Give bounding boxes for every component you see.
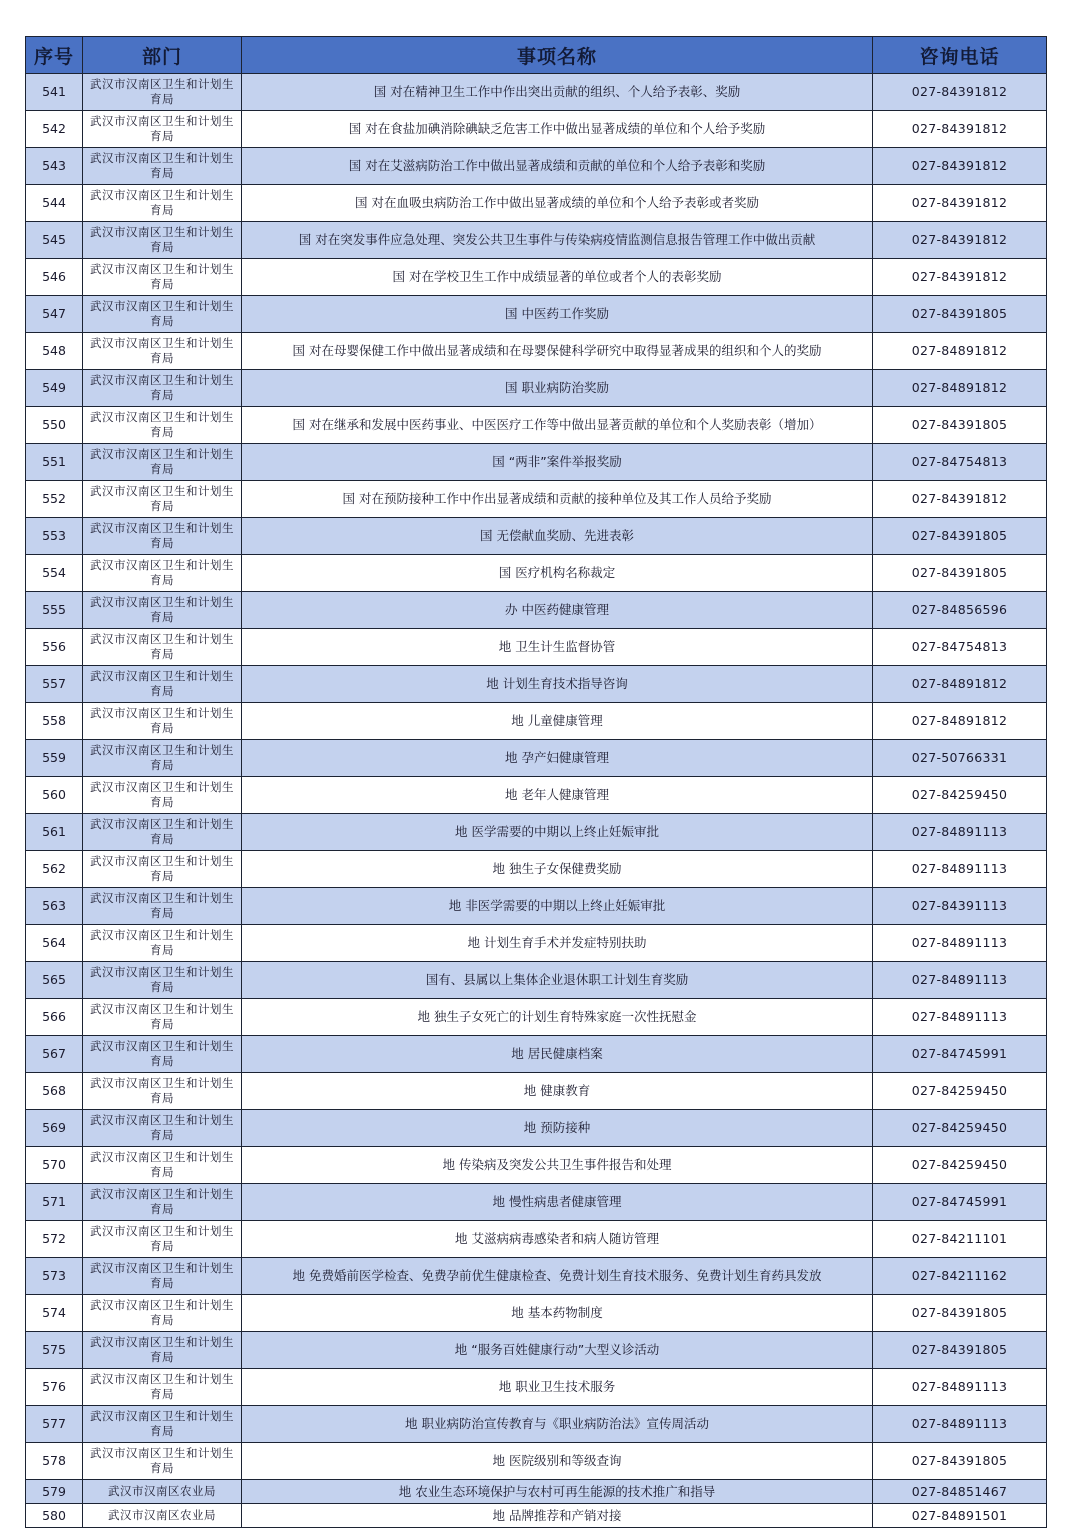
table-header xyxy=(26,37,1047,74)
row-serial-number: 555 xyxy=(26,592,83,629)
table-row xyxy=(26,370,1047,407)
row-serial-number: 572 xyxy=(26,1221,83,1258)
table-row xyxy=(26,814,1047,851)
row-serial-number: 560 xyxy=(26,777,83,814)
row-item-name: 地 “服务百姓健康行动”大型义诊活动 xyxy=(242,1332,873,1369)
row-item-name: 国 对在突发事件应急处理、突发公共卫生事件与传染病疫情监测信息报告管理工作中做出贡献 xyxy=(242,222,873,259)
row-phone: 027-84391812 xyxy=(873,222,1047,259)
header-item-name: 事项名称 xyxy=(242,37,873,74)
row-department: 武汉市汉南区卫生和计划生育局 xyxy=(83,1221,242,1258)
table-row xyxy=(26,1480,1047,1504)
header-phone: 咨询电话 xyxy=(873,37,1047,74)
table-row xyxy=(26,333,1047,370)
row-department: 武汉市汉南区卫生和计划生育局 xyxy=(83,740,242,777)
row-department: 武汉市汉南区卫生和计划生育局 xyxy=(83,185,242,222)
row-item-name: 地 卫生计生监督协管 xyxy=(242,629,873,666)
table-row xyxy=(26,629,1047,666)
row-department: 武汉市汉南区农业局 xyxy=(83,1480,242,1504)
row-serial-number: 580 xyxy=(26,1504,83,1528)
table-row xyxy=(26,1110,1047,1147)
row-phone: 027-84891113 xyxy=(873,851,1047,888)
row-phone: 027-84891113 xyxy=(873,1406,1047,1443)
row-item-name: 地 孕产妇健康管理 xyxy=(242,740,873,777)
table-row xyxy=(26,1406,1047,1443)
table-body xyxy=(26,74,1047,1528)
row-phone: 027-84391812 xyxy=(873,111,1047,148)
row-item-name: 国有、县属以上集体企业退休职工计划生育奖励 xyxy=(242,962,873,999)
row-serial-number: 563 xyxy=(26,888,83,925)
row-item-name: 地 品牌推荐和产销对接 xyxy=(242,1504,873,1528)
row-department: 武汉市汉南区卫生和计划生育局 xyxy=(83,814,242,851)
table-row xyxy=(26,185,1047,222)
row-serial-number: 558 xyxy=(26,703,83,740)
row-serial-number: 551 xyxy=(26,444,83,481)
row-serial-number: 547 xyxy=(26,296,83,333)
row-item-name: 地 职业卫生技术服务 xyxy=(242,1369,873,1406)
row-serial-number: 546 xyxy=(26,259,83,296)
row-department: 武汉市汉南区卫生和计划生育局 xyxy=(83,888,242,925)
row-item-name: 地 预防接种 xyxy=(242,1110,873,1147)
table-row xyxy=(26,1221,1047,1258)
row-phone: 027-84891812 xyxy=(873,703,1047,740)
row-department: 武汉市汉南区卫生和计划生育局 xyxy=(83,111,242,148)
row-department: 武汉市汉南区卫生和计划生育局 xyxy=(83,1036,242,1073)
table-row xyxy=(26,777,1047,814)
row-department: 武汉市汉南区卫生和计划生育局 xyxy=(83,1184,242,1221)
row-department: 武汉市汉南区卫生和计划生育局 xyxy=(83,962,242,999)
row-department: 武汉市汉南区卫生和计划生育局 xyxy=(83,74,242,111)
row-serial-number: 566 xyxy=(26,999,83,1036)
row-department: 武汉市汉南区卫生和计划生育局 xyxy=(83,296,242,333)
row-department: 武汉市汉南区卫生和计划生育局 xyxy=(83,518,242,555)
table-row xyxy=(26,1332,1047,1369)
row-serial-number: 565 xyxy=(26,962,83,999)
row-serial-number: 571 xyxy=(26,1184,83,1221)
row-department: 武汉市汉南区卫生和计划生育局 xyxy=(83,999,242,1036)
row-item-name: 国 对在学校卫生工作中成绩显著的单位或者个人的表彰奖励 xyxy=(242,259,873,296)
row-item-name: 国 医疗机构名称裁定 xyxy=(242,555,873,592)
row-serial-number: 557 xyxy=(26,666,83,703)
table-row xyxy=(26,1147,1047,1184)
row-department: 武汉市汉南区卫生和计划生育局 xyxy=(83,1443,242,1480)
row-department: 武汉市汉南区卫生和计划生育局 xyxy=(83,555,242,592)
row-department: 武汉市汉南区卫生和计划生育局 xyxy=(83,592,242,629)
table-row xyxy=(26,592,1047,629)
table-row xyxy=(26,259,1047,296)
row-item-name: 国 对在食盐加碘消除碘缺乏危害工作中做出显著成绩的单位和个人给予奖励 xyxy=(242,111,873,148)
table-row xyxy=(26,703,1047,740)
row-department: 武汉市汉南区卫生和计划生育局 xyxy=(83,1110,242,1147)
row-phone: 027-84745991 xyxy=(873,1184,1047,1221)
row-phone: 027-84391805 xyxy=(873,1332,1047,1369)
row-department: 武汉市汉南区卫生和计划生育局 xyxy=(83,148,242,185)
row-item-name: 国 职业病防治奖励 xyxy=(242,370,873,407)
row-phone: 027-84856596 xyxy=(873,592,1047,629)
row-item-name: 国 “两非”案件举报奖励 xyxy=(242,444,873,481)
row-serial-number: 545 xyxy=(26,222,83,259)
row-phone: 027-84259450 xyxy=(873,1073,1047,1110)
row-department: 武汉市汉南区卫生和计划生育局 xyxy=(83,629,242,666)
row-item-name: 地 计划生育手术并发症特别扶助 xyxy=(242,925,873,962)
row-department: 武汉市汉南区卫生和计划生育局 xyxy=(83,444,242,481)
row-department: 武汉市汉南区卫生和计划生育局 xyxy=(83,222,242,259)
row-item-name: 国 无偿献血奖励、先进表彰 xyxy=(242,518,873,555)
row-item-name: 地 居民健康档案 xyxy=(242,1036,873,1073)
row-phone: 027-84391113 xyxy=(873,888,1047,925)
table-row xyxy=(26,518,1047,555)
header-serial-number: 序号 xyxy=(26,37,83,74)
row-phone: 027-84891113 xyxy=(873,1369,1047,1406)
table-row xyxy=(26,1036,1047,1073)
row-serial-number: 552 xyxy=(26,481,83,518)
row-department: 武汉市汉南区卫生和计划生育局 xyxy=(83,481,242,518)
row-serial-number: 548 xyxy=(26,333,83,370)
table-row xyxy=(26,1504,1047,1528)
row-department: 武汉市汉南区卫生和计划生育局 xyxy=(83,1406,242,1443)
row-phone: 027-84211162 xyxy=(873,1258,1047,1295)
table-row xyxy=(26,111,1047,148)
row-phone: 027-84891113 xyxy=(873,999,1047,1036)
row-phone: 027-84891113 xyxy=(873,814,1047,851)
row-item-name: 地 艾滋病病毒感染者和病人随访管理 xyxy=(242,1221,873,1258)
table-row xyxy=(26,296,1047,333)
row-phone: 027-84851467 xyxy=(873,1480,1047,1504)
table-row xyxy=(26,74,1047,111)
row-phone: 027-84391812 xyxy=(873,259,1047,296)
row-serial-number: 544 xyxy=(26,185,83,222)
table-row xyxy=(26,962,1047,999)
row-serial-number: 570 xyxy=(26,1147,83,1184)
row-phone: 027-84891501 xyxy=(873,1504,1047,1528)
row-phone: 027-84391812 xyxy=(873,481,1047,518)
row-serial-number: 573 xyxy=(26,1258,83,1295)
table-row xyxy=(26,925,1047,962)
row-serial-number: 578 xyxy=(26,1443,83,1480)
table-row xyxy=(26,1369,1047,1406)
row-phone: 027-84754813 xyxy=(873,629,1047,666)
row-department: 武汉市汉南区卫生和计划生育局 xyxy=(83,777,242,814)
header-department: 部门 xyxy=(83,37,242,74)
row-phone: 027-84391805 xyxy=(873,555,1047,592)
row-item-name: 地 老年人健康管理 xyxy=(242,777,873,814)
row-item-name: 地 慢性病患者健康管理 xyxy=(242,1184,873,1221)
row-department: 武汉市汉南区卫生和计划生育局 xyxy=(83,1332,242,1369)
row-department: 武汉市汉南区卫生和计划生育局 xyxy=(83,259,242,296)
row-department: 武汉市汉南区卫生和计划生育局 xyxy=(83,703,242,740)
row-serial-number: 554 xyxy=(26,555,83,592)
row-phone: 027-84391805 xyxy=(873,407,1047,444)
row-phone: 027-84891812 xyxy=(873,666,1047,703)
row-serial-number: 559 xyxy=(26,740,83,777)
row-phone: 027-84259450 xyxy=(873,1147,1047,1184)
row-serial-number: 579 xyxy=(26,1480,83,1504)
row-phone: 027-84391812 xyxy=(873,185,1047,222)
table-row xyxy=(26,222,1047,259)
row-serial-number: 541 xyxy=(26,74,83,111)
row-phone: 027-84391812 xyxy=(873,148,1047,185)
row-department: 武汉市汉南区卫生和计划生育局 xyxy=(83,333,242,370)
table-row xyxy=(26,555,1047,592)
row-item-name: 国 对在预防接种工作中作出显著成绩和贡献的接种单位及其工作人员给予奖励 xyxy=(242,481,873,518)
table-row xyxy=(26,1258,1047,1295)
row-item-name: 国 对在血吸虫病防治工作中做出显著成绩的单位和个人给予表彰或者奖励 xyxy=(242,185,873,222)
row-phone: 027-84754813 xyxy=(873,444,1047,481)
row-item-name: 地 基本药物制度 xyxy=(242,1295,873,1332)
row-department: 武汉市汉南区卫生和计划生育局 xyxy=(83,851,242,888)
table-row xyxy=(26,740,1047,777)
row-phone: 027-84391805 xyxy=(873,1443,1047,1480)
row-item-name: 地 医院级别和等级查询 xyxy=(242,1443,873,1480)
row-department: 武汉市汉南区卫生和计划生育局 xyxy=(83,1369,242,1406)
row-serial-number: 575 xyxy=(26,1332,83,1369)
row-phone: 027-84259450 xyxy=(873,777,1047,814)
table-row xyxy=(26,888,1047,925)
table-row xyxy=(26,666,1047,703)
row-phone: 027-84891812 xyxy=(873,370,1047,407)
row-serial-number: 553 xyxy=(26,518,83,555)
row-serial-number: 567 xyxy=(26,1036,83,1073)
row-item-name: 地 职业病防治宣传教育与《职业病防治法》宣传周活动 xyxy=(242,1406,873,1443)
row-item-name: 地 儿童健康管理 xyxy=(242,703,873,740)
row-serial-number: 564 xyxy=(26,925,83,962)
row-phone: 027-84211101 xyxy=(873,1221,1047,1258)
row-phone: 027-84391812 xyxy=(873,74,1047,111)
row-department: 武汉市汉南区卫生和计划生育局 xyxy=(83,370,242,407)
row-phone: 027-84745991 xyxy=(873,1036,1047,1073)
table-row xyxy=(26,851,1047,888)
row-department: 武汉市汉南区卫生和计划生育局 xyxy=(83,925,242,962)
row-phone: 027-84391805 xyxy=(873,1295,1047,1332)
row-item-name: 办 中医药健康管理 xyxy=(242,592,873,629)
row-serial-number: 549 xyxy=(26,370,83,407)
table-row xyxy=(26,1184,1047,1221)
row-item-name: 国 对在艾滋病防治工作中做出显著成绩和贡献的单位和个人给予表彰和奖励 xyxy=(242,148,873,185)
row-item-name: 地 农业生态环境保护与农村可再生能源的技术推广和指导 xyxy=(242,1480,873,1504)
row-department: 武汉市汉南区卫生和计划生育局 xyxy=(83,1295,242,1332)
row-item-name: 地 免费婚前医学检查、免费孕前优生健康检查、免费计划生育技术服务、免费计划生育药具发放 xyxy=(242,1258,873,1295)
row-serial-number: 569 xyxy=(26,1110,83,1147)
table-row xyxy=(26,407,1047,444)
table-row xyxy=(26,444,1047,481)
row-serial-number: 562 xyxy=(26,851,83,888)
row-serial-number: 577 xyxy=(26,1406,83,1443)
row-item-name: 地 独生子女保健费奖励 xyxy=(242,851,873,888)
row-phone: 027-84891812 xyxy=(873,333,1047,370)
service-items-table xyxy=(25,36,1047,1528)
row-department: 武汉市汉南区卫生和计划生育局 xyxy=(83,1147,242,1184)
header-row xyxy=(26,37,1047,74)
table-row xyxy=(26,999,1047,1036)
row-item-name: 国 对在继承和发展中医药事业、中医医疗工作等中做出显著贡献的单位和个人奖励表彰（增加） xyxy=(242,407,873,444)
row-serial-number: 574 xyxy=(26,1295,83,1332)
row-serial-number: 576 xyxy=(26,1369,83,1406)
row-serial-number: 556 xyxy=(26,629,83,666)
row-serial-number: 561 xyxy=(26,814,83,851)
row-department: 武汉市汉南区农业局 xyxy=(83,1504,242,1528)
row-phone: 027-50766331 xyxy=(873,740,1047,777)
table-row xyxy=(26,481,1047,518)
row-item-name: 国 中医药工作奖励 xyxy=(242,296,873,333)
row-department: 武汉市汉南区卫生和计划生育局 xyxy=(83,1258,242,1295)
table-row xyxy=(26,1073,1047,1110)
row-phone: 027-84891113 xyxy=(873,925,1047,962)
row-department: 武汉市汉南区卫生和计划生育局 xyxy=(83,666,242,703)
row-phone: 027-84259450 xyxy=(873,1110,1047,1147)
row-serial-number: 568 xyxy=(26,1073,83,1110)
table-row xyxy=(26,148,1047,185)
row-item-name: 地 传染病及突发公共卫生事件报告和处理 xyxy=(242,1147,873,1184)
row-item-name: 国 对在精神卫生工作中作出突出贡献的组织、个人给予表彰、奖励 xyxy=(242,74,873,111)
row-item-name: 地 医学需要的中期以上终止妊娠审批 xyxy=(242,814,873,851)
table-row xyxy=(26,1295,1047,1332)
row-item-name: 地 健康教育 xyxy=(242,1073,873,1110)
row-department: 武汉市汉南区卫生和计划生育局 xyxy=(83,1073,242,1110)
row-item-name: 地 独生子女死亡的计划生育特殊家庭一次性抚慰金 xyxy=(242,999,873,1036)
row-serial-number: 550 xyxy=(26,407,83,444)
row-serial-number: 542 xyxy=(26,111,83,148)
row-serial-number: 543 xyxy=(26,148,83,185)
row-department: 武汉市汉南区卫生和计划生育局 xyxy=(83,407,242,444)
row-item-name: 地 计划生育技术指导咨询 xyxy=(242,666,873,703)
row-phone: 027-84391805 xyxy=(873,296,1047,333)
row-item-name: 国 对在母婴保健工作中做出显著成绩和在母婴保健科学研究中取得显著成果的组织和个人的奖励 xyxy=(242,333,873,370)
row-item-name: 地 非医学需要的中期以上终止妊娠审批 xyxy=(242,888,873,925)
table-row xyxy=(26,1443,1047,1480)
row-phone: 027-84391805 xyxy=(873,518,1047,555)
row-phone: 027-84891113 xyxy=(873,962,1047,999)
